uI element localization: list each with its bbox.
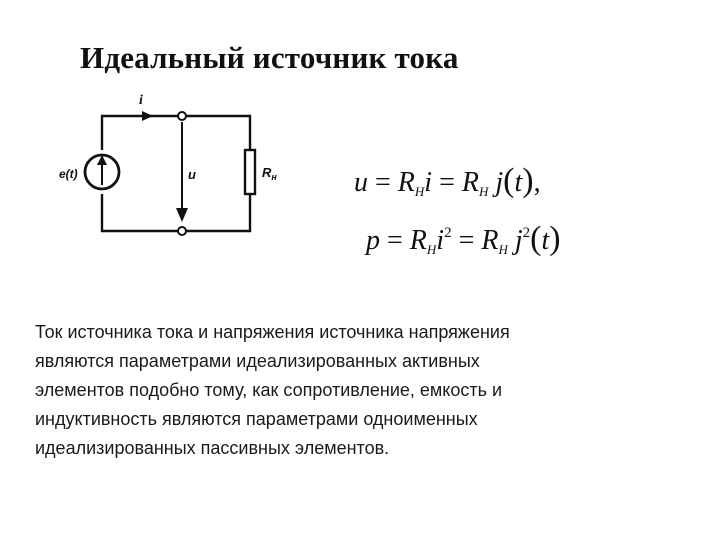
formula-term: R xyxy=(397,167,415,198)
formula-paren: ) xyxy=(522,162,534,199)
body-line: индуктивность являются параметрами одноименных xyxy=(35,409,478,429)
formula-term: t xyxy=(514,167,523,198)
voltage-label: u xyxy=(188,167,196,182)
terminal-top xyxy=(178,112,186,120)
formula-operator: = xyxy=(451,225,482,256)
resistor-label: $R_н$ xyxy=(262,165,277,182)
circuit-background xyxy=(45,86,297,246)
formula-paren: ( xyxy=(530,220,542,257)
formula-term: R xyxy=(481,225,499,256)
formula-subscript: H xyxy=(414,184,425,199)
formula-operator: = xyxy=(380,225,410,256)
formula-paren: ) xyxy=(549,220,561,257)
formula-term: i xyxy=(436,225,445,256)
formula-voltage xyxy=(354,162,541,200)
body-line: Ток источника тока и напряжения источника напряжения xyxy=(35,322,510,342)
formula-subscript: H xyxy=(426,242,437,257)
formula-term: j xyxy=(514,225,523,256)
body-line: идеализированных пассивных элементов. xyxy=(35,438,390,458)
formula-term: R xyxy=(461,167,479,198)
formula-term: j xyxy=(495,167,504,198)
formula-comma: , xyxy=(533,167,541,198)
formula-term: u xyxy=(354,167,368,198)
formula-subscript: H xyxy=(498,242,508,257)
body-line: элементов подобно тому, как сопротивление, емкость и xyxy=(35,380,503,400)
circuit-diagram xyxy=(45,86,297,246)
current-label: i xyxy=(139,93,143,108)
formula-exponent: 2 xyxy=(522,225,531,241)
formula-operator: = xyxy=(432,167,462,198)
formula-subscript: H xyxy=(478,184,489,199)
source-label: e(t) xyxy=(59,167,78,181)
formula-power xyxy=(366,220,561,258)
body-paragraph xyxy=(35,318,675,463)
formula-term: R xyxy=(409,225,427,256)
formula-term: i xyxy=(424,167,433,198)
formula-operator: = xyxy=(368,167,398,198)
formula-term: p xyxy=(366,225,380,256)
formula-exponent: 2 xyxy=(444,225,452,241)
terminal-bottom xyxy=(178,227,186,235)
formula-paren: ( xyxy=(503,162,515,199)
slide-title: Идеальный источник тока xyxy=(80,40,459,75)
body-line: являются параметрами идеализированных активных xyxy=(35,351,480,371)
resistor xyxy=(245,150,255,194)
formula-term: t xyxy=(541,225,550,256)
